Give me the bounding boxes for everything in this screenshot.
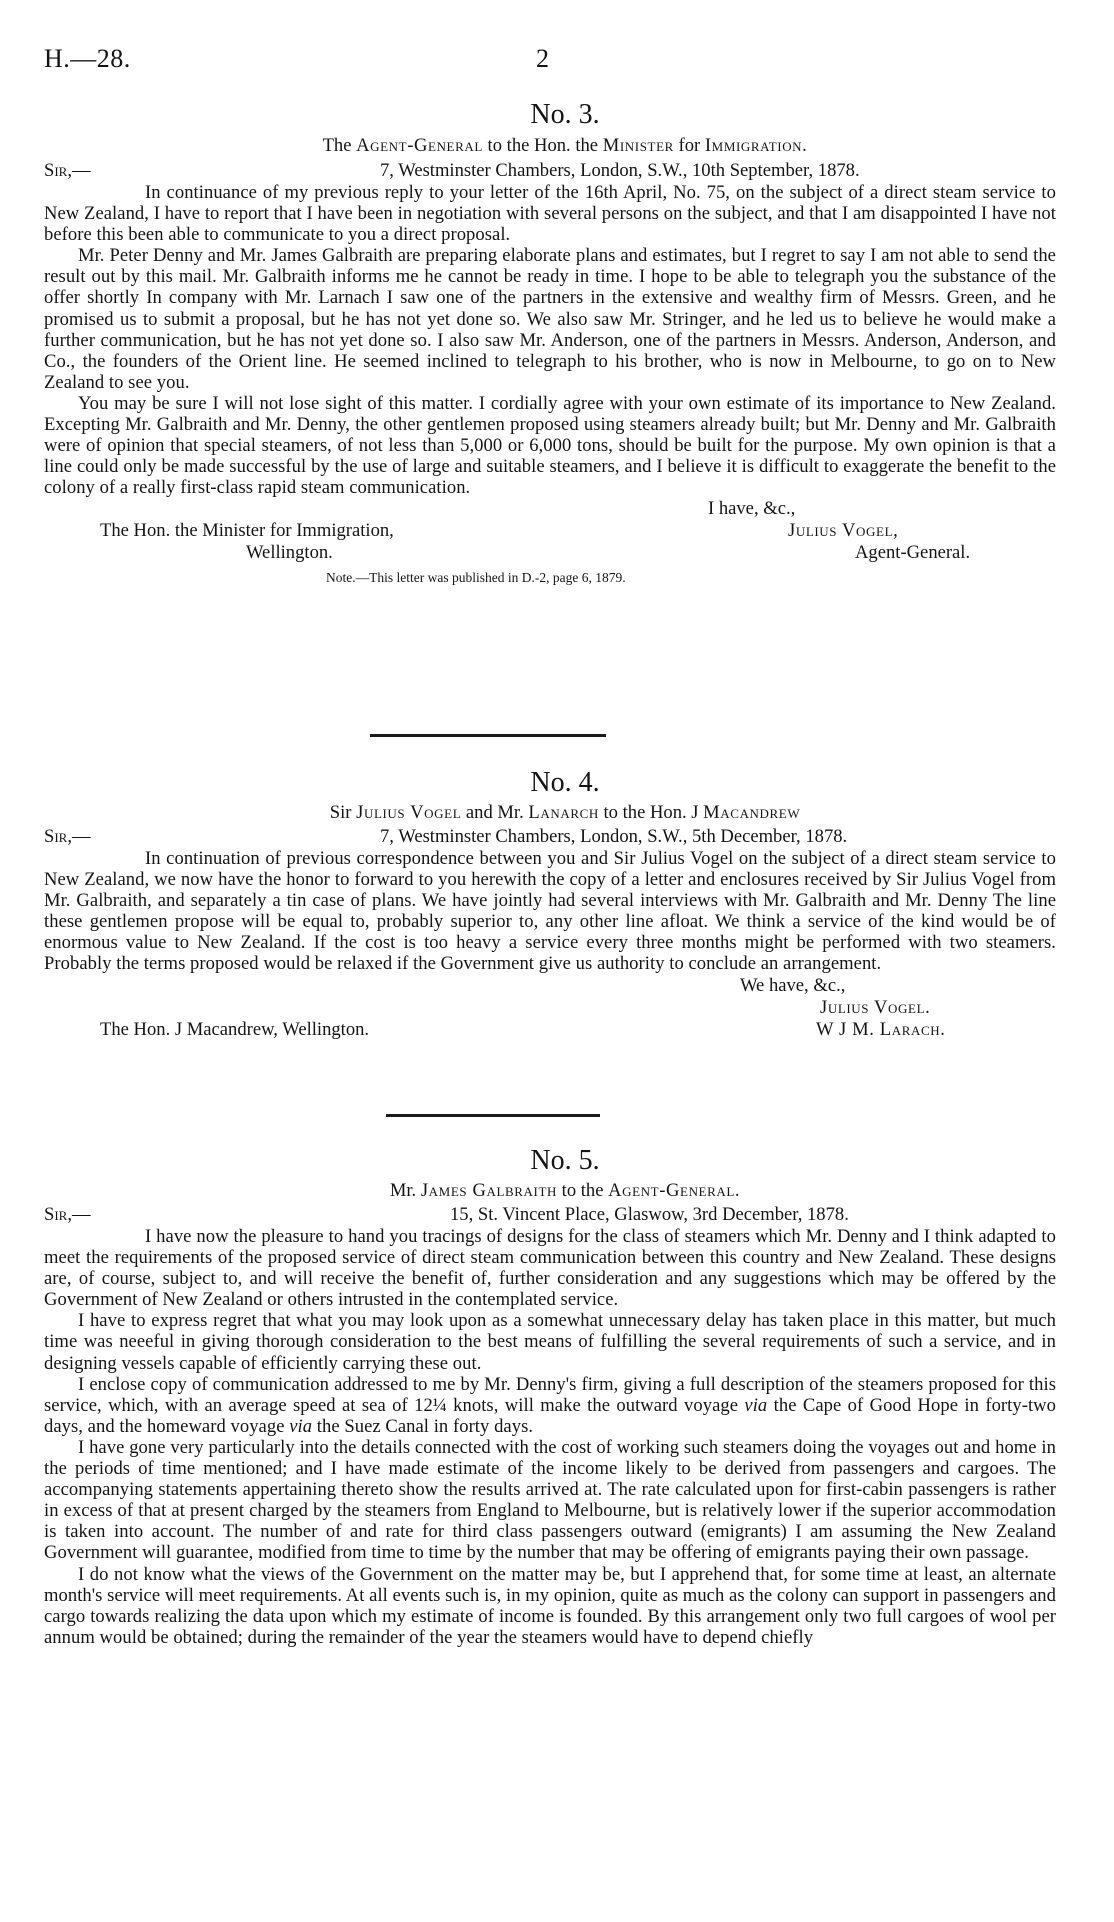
sender-address: 7, Westminster Chambers, London, S.W., 5th December, 1878. — [380, 826, 848, 847]
footnote: Note.—This letter was published in D.-2, page 6, 1879. — [326, 570, 626, 586]
party-text: Sir — [329, 802, 357, 823]
party-text: Agent-General — [356, 135, 483, 156]
letter-paragraph: I have now the pleasure to hand you tracings of designs for the class of steamers which Mr. Denny and I think adapted to meet the requirements of the proposed service of direct steam communication between this country and New Zealand. These designs are, of course, subject to, and will receive the benefit of, further consideration and any suggestions which may be offered by the Government of New Zealand or others intrusted in the contemplated service. — [44, 1226, 1056, 1311]
valediction: We have, &c., — [740, 974, 846, 996]
party-text: for — [673, 135, 705, 156]
letter-closing — [44, 498, 1056, 594]
salutation: Sir,— — [44, 826, 91, 847]
party-text: to the Hon. the — [482, 135, 603, 156]
letter-paragraph: I do not know what the views of the Government on the matter may be, but I apprehend that, for some time at least, an alternate month's service will meet requirements. At all events such is, in my opinion, quite as much as the colony can support in passengers and cargo towards realizing the data upon which my estimate of income is founded. By this arrangement only two full cargoes of wool per annum would be obtained; during the remainder of the year the steamers would have to depend chiefly — [44, 1563, 1056, 1648]
signature: W J M. Larach. — [816, 1018, 946, 1040]
party-text: Immigration. — [704, 135, 808, 156]
party-text: Lanarch — [528, 802, 599, 823]
salutation-row — [44, 1204, 1056, 1226]
letter-no-5 — [44, 1144, 1056, 1648]
letter-paragraph: Mr. Peter Denny and Mr. James Galbraith are preparing elaborate plans and estimates, but I regret to say I am not able to send the result out by this mail. Mr. Galbraith informs me he cannot be ready in time. I hope to be able to telegraph you the substance of the offer shortly In company with Mr. Larnach I saw one of the partners in the extensive and wealthy firm of Messrs. Green, and he promised us to submit a proposal, but he has not yet done so. We also saw Mr. Stringer, and he led us to believe he would make a further communication, but he has not yet done so. I also saw Mr. Anderson, one of the partners in Messrs. Anderson, Anderson, and Co., the founders of the Orient line. He seemed inclined to telegraph to his brother, who is now in Melbourne, to go on to New Zealand to see you. — [44, 245, 1056, 393]
party-text: to the — [557, 1180, 609, 1201]
section-divider — [370, 734, 606, 737]
letter-paragraph: In continuance of my previous reply to your letter of the 16th April, No. 75, on the subject of a direct steam service to New Zealand, I have to report that I have been in negotiation with several persons on the subject, and that I am disappointed I have not before this been able to communicate to you a direct proposal. — [44, 182, 1056, 246]
letter-paragraph: I have gone very particularly into the details connected with the cost of working such steamers doing the voyages out and home in the periods of time mentioned; and I have made estimate of the income likely to be derived from passengers and cargoes. The accompanying statements appertaining thereto show the results arrived at. The rate calculated upon for first-cabin passengers is rather in excess of that at present charged by the steamers from England to Melbourne, but is relatively lower if the superior accommodation is taken into account. The number of and rate for third class passengers outward (emigrants) I am assuming the New Zealand Government will guarantee, modified from time to time by the number that may be offering of emigrants paying their own passage. — [44, 1436, 1056, 1564]
sender-address: 7, Westminster Chambers, London, S.W., 10th September, 1878. — [380, 160, 860, 181]
letter-title: No. 4. — [530, 767, 600, 798]
party-text: and Mr. — [461, 802, 529, 823]
salutation: Sir,— — [44, 160, 91, 181]
salutation: Sir,— — [44, 1204, 91, 1225]
letter-paragraph: I enclose copy of communication addressed to me by Mr. Denny's firm, giving a full description of the steamers proposed for this service, which, with an average speed at sea of 12¼ knots, will make the outward voyage via the Cape of Good Hope in forty-two days, and the homeward voyage via the Suez Canal in forty days. — [44, 1373, 1057, 1437]
letter-paragraph: I have to express regret that what you may look upon as a somewhat unnecessary delay has taken place in this matter, but much time was neeeful in giving thorough consideration to the best means of fulfilling the several requirements of such a service, and in designing vessels capable of efficiently carrying these out. — [44, 1310, 1056, 1374]
letter-no-4 — [44, 766, 1056, 1041]
party-text: Minister — [602, 135, 674, 156]
letter-title: No. 5. — [530, 1145, 600, 1176]
party-text: Mr. — [389, 1180, 421, 1201]
letter-parties — [74, 135, 1056, 157]
page-number: 2 — [536, 44, 549, 73]
party-text: Agent-General. — [608, 1180, 741, 1201]
recipient-line: The Hon. J Macandrew, Wellington. — [100, 1018, 370, 1040]
letter-no-3 — [44, 98, 1056, 594]
salutation-row — [44, 160, 1056, 182]
party-text: Macandrew — [703, 802, 801, 823]
sender-address: 15, St. Vincent Place, Glaswow, 3rd December, 1878. — [450, 1204, 849, 1225]
signature: Julius Vogel, — [788, 520, 899, 542]
italic-word: via — [744, 1394, 768, 1416]
party-text: James Galbraith — [420, 1180, 557, 1201]
letter-parties — [74, 802, 1056, 824]
recipient-line: The Hon. the Minister for Immigration, — [100, 520, 394, 542]
party-text: Julius Vogel — [356, 802, 462, 823]
recipient-line: Wellington. — [246, 542, 333, 564]
salutation-row — [44, 826, 1056, 848]
valediction: I have, &c., — [708, 498, 796, 520]
letter-paragraph: In continuation of previous correspondence between you and Sir Julius Vogel on the subject of a direct steam service to New Zealand, we now have the honor to forward to you herewith the copy of a letter and enclosures received by Sir Julius Vogel from Mr. Galbraith, and separately a tin case of plans. We have jointly had several interviews with Mr. Galbraith and Mr. Denny The line these gentlemen propose will be equal to, probably superior to, any other line afloat. We think a service of the kind would be of enormous value to New Zealand. If the cost is too heavy a service every three months might be performed with two steamers. Probably the terms proposed would be relaxed if the Government give us authority to conclude an arrangement. — [44, 848, 1056, 975]
letter-title: No. 3. — [530, 99, 600, 130]
series-reference: H.—28. — [44, 44, 131, 73]
party-text: The — [322, 135, 357, 156]
letter-parties — [74, 1180, 1056, 1202]
italic-word: via — [289, 1415, 313, 1437]
signature: Julius Vogel. — [820, 996, 931, 1018]
party-text: to the Hon. J — [598, 802, 704, 823]
signature-title: Agent-General. — [855, 542, 971, 564]
section-divider — [386, 1114, 600, 1117]
letter-closing — [44, 975, 1056, 1041]
letter-paragraph: You may be sure I will not lose sight of this matter. I cordially agree with your own estimate of its importance to New Zealand. Excepting Mr. Galbraith and Mr. Denny, the other gentlemen proposed using steamers already built; but Mr. Denny and Mr. Galbraith were of opinion that special steamers, of not less than 5,000 or 6,000 tons, should be built for the purpose. My own opinion is that a line could only be made successful by the use of large and suitable steamers, and I believe it is difficult to exaggerate the benefit to the colony of a really first-class rapid steam communication. — [44, 392, 1056, 499]
